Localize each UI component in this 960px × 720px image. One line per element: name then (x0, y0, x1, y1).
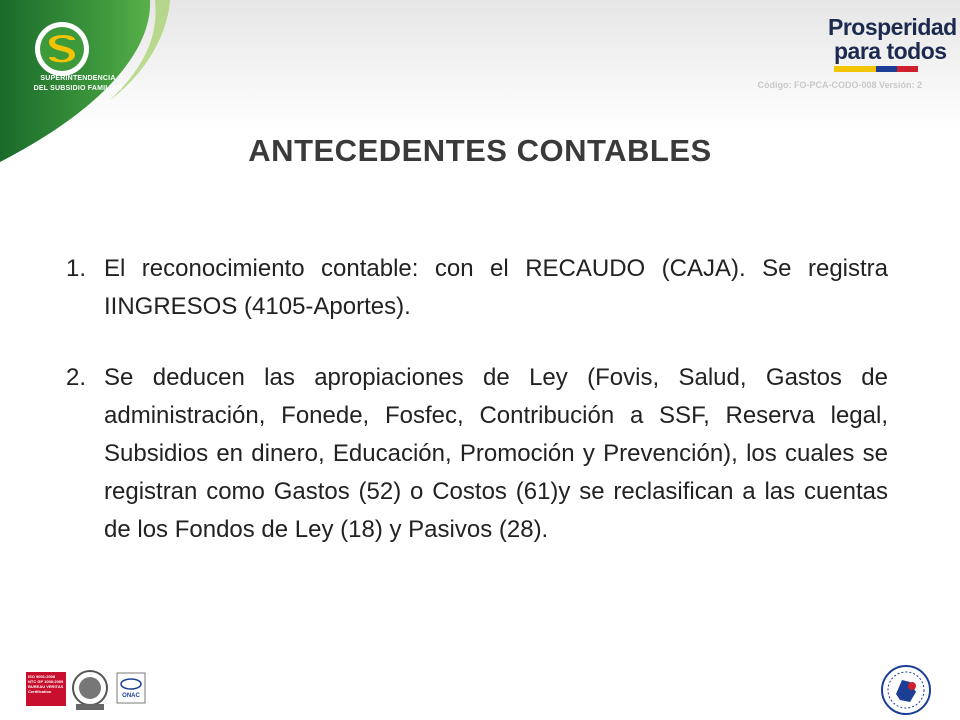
document-code: Código: FO-PCA-CODO-008 Versión: 2 (757, 80, 922, 90)
list-item-number: 2. (66, 364, 87, 391)
onac-logo (116, 672, 146, 708)
prosperidad-logo (828, 14, 957, 74)
onac-label: ONAC (122, 693, 140, 699)
logo-text-line-2: DEL SUBSIDIO FAMILIAR (33, 85, 123, 92)
list-item (58, 359, 888, 549)
prosperidad-logo-line-1: Prosperidad (828, 14, 957, 40)
colombia-flag-stripe (834, 66, 918, 72)
logo-text-line-1: SUPERINTENDENCIA (40, 75, 116, 82)
superintendencia-logo-text (18, 74, 138, 94)
institutional-seal (880, 664, 932, 716)
slide-title: ANTECEDENTES CONTABLES (248, 133, 712, 168)
list-item-text: El reconocimiento contable: con el RECAUDO (CAJA). Se registra IINGRESOS (4105-Aportes). (104, 255, 888, 320)
iso-certification-logo: ISO 9001:2008 NTC GP 1000:2009 BUREAU VERITAS Certification (26, 672, 66, 706)
bureau-veritas-seal (70, 668, 110, 712)
content-list (58, 250, 888, 549)
prosperidad-logo-line-2: para todos (834, 38, 947, 64)
list-item-text: Se deducen las apropiaciones de Ley (Fovis, Salud, Gastos de administración, Fonede, Fosfec, Contribución a SSF, Reserva legal, Subsidios en dinero, Educación, Promoción y Prevención), los cuales se registran como Gastos (52) o Costos (61)y se reclasifican a las cuentas de los Fondos de Ley (18) y Pasivos (28). (104, 364, 888, 543)
list-item (58, 250, 888, 326)
list-item-number: 1. (66, 255, 87, 282)
